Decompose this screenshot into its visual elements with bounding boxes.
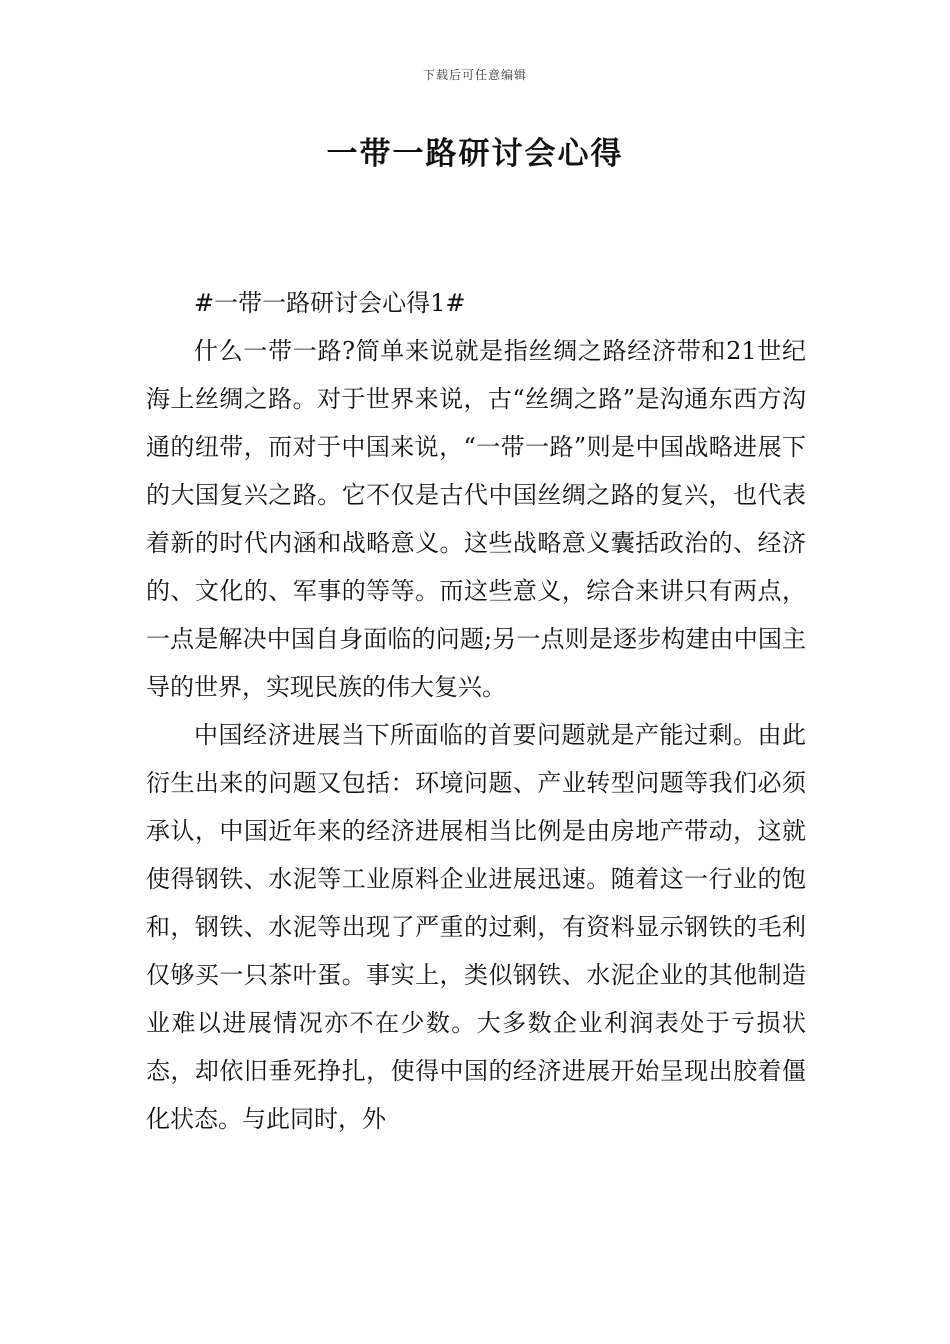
section-heading: #一带一路研讨会心得1# (194, 289, 466, 317)
paragraph-1: 什么一带一路?简单来说就是指丝绸之路经济带和21世纪海上丝绸之路。对于世界来说，古“丝绸之路”是沟通东西方沟通的纽带，而对于中国来说，“一带一路”则是中国战略进展下的大国复兴之路。它不仅是古代中国丝绸之路的复兴，也代表着新的时代内涵和战略意义。这些战略意义囊括政治的、经济的、文化的、军事的等等。而这些意义，综合来讲只有两点，一点是解决中国自身面临的问题;另一点则是逐步构建由中国主导的世界，实现民族的伟大复兴。 (146, 337, 806, 701)
document-title: 一带一路研讨会心得 (326, 136, 624, 172)
paragraph-2: 中国经济进展当下所面临的首要问题就是产能过剩。由此衍生出来的问题又包括：环境问题、产业转型问题等我们必须承认，中国近年来的经济进展相当比例是由房地产带动，这就使得钢铁、水泥等工业原料企业进展迅速。随着这一行业的饱和，钢铁、水泥等出现了严重的过剩，有资料显示钢铁的毛利仅够买一只茶叶蛋。事实上，类似钢铁、水泥企业的其他制造业难以进展情况亦不在少数。大多数企业利润表处于亏损状态，却依旧垂死挣扎，使得中国的经济进展开始呈现出胶着僵化状态。与此同时，外 (146, 721, 806, 1133)
header-note: 下载后可任意编辑 (422, 68, 527, 82)
document-body (146, 279, 806, 1143)
